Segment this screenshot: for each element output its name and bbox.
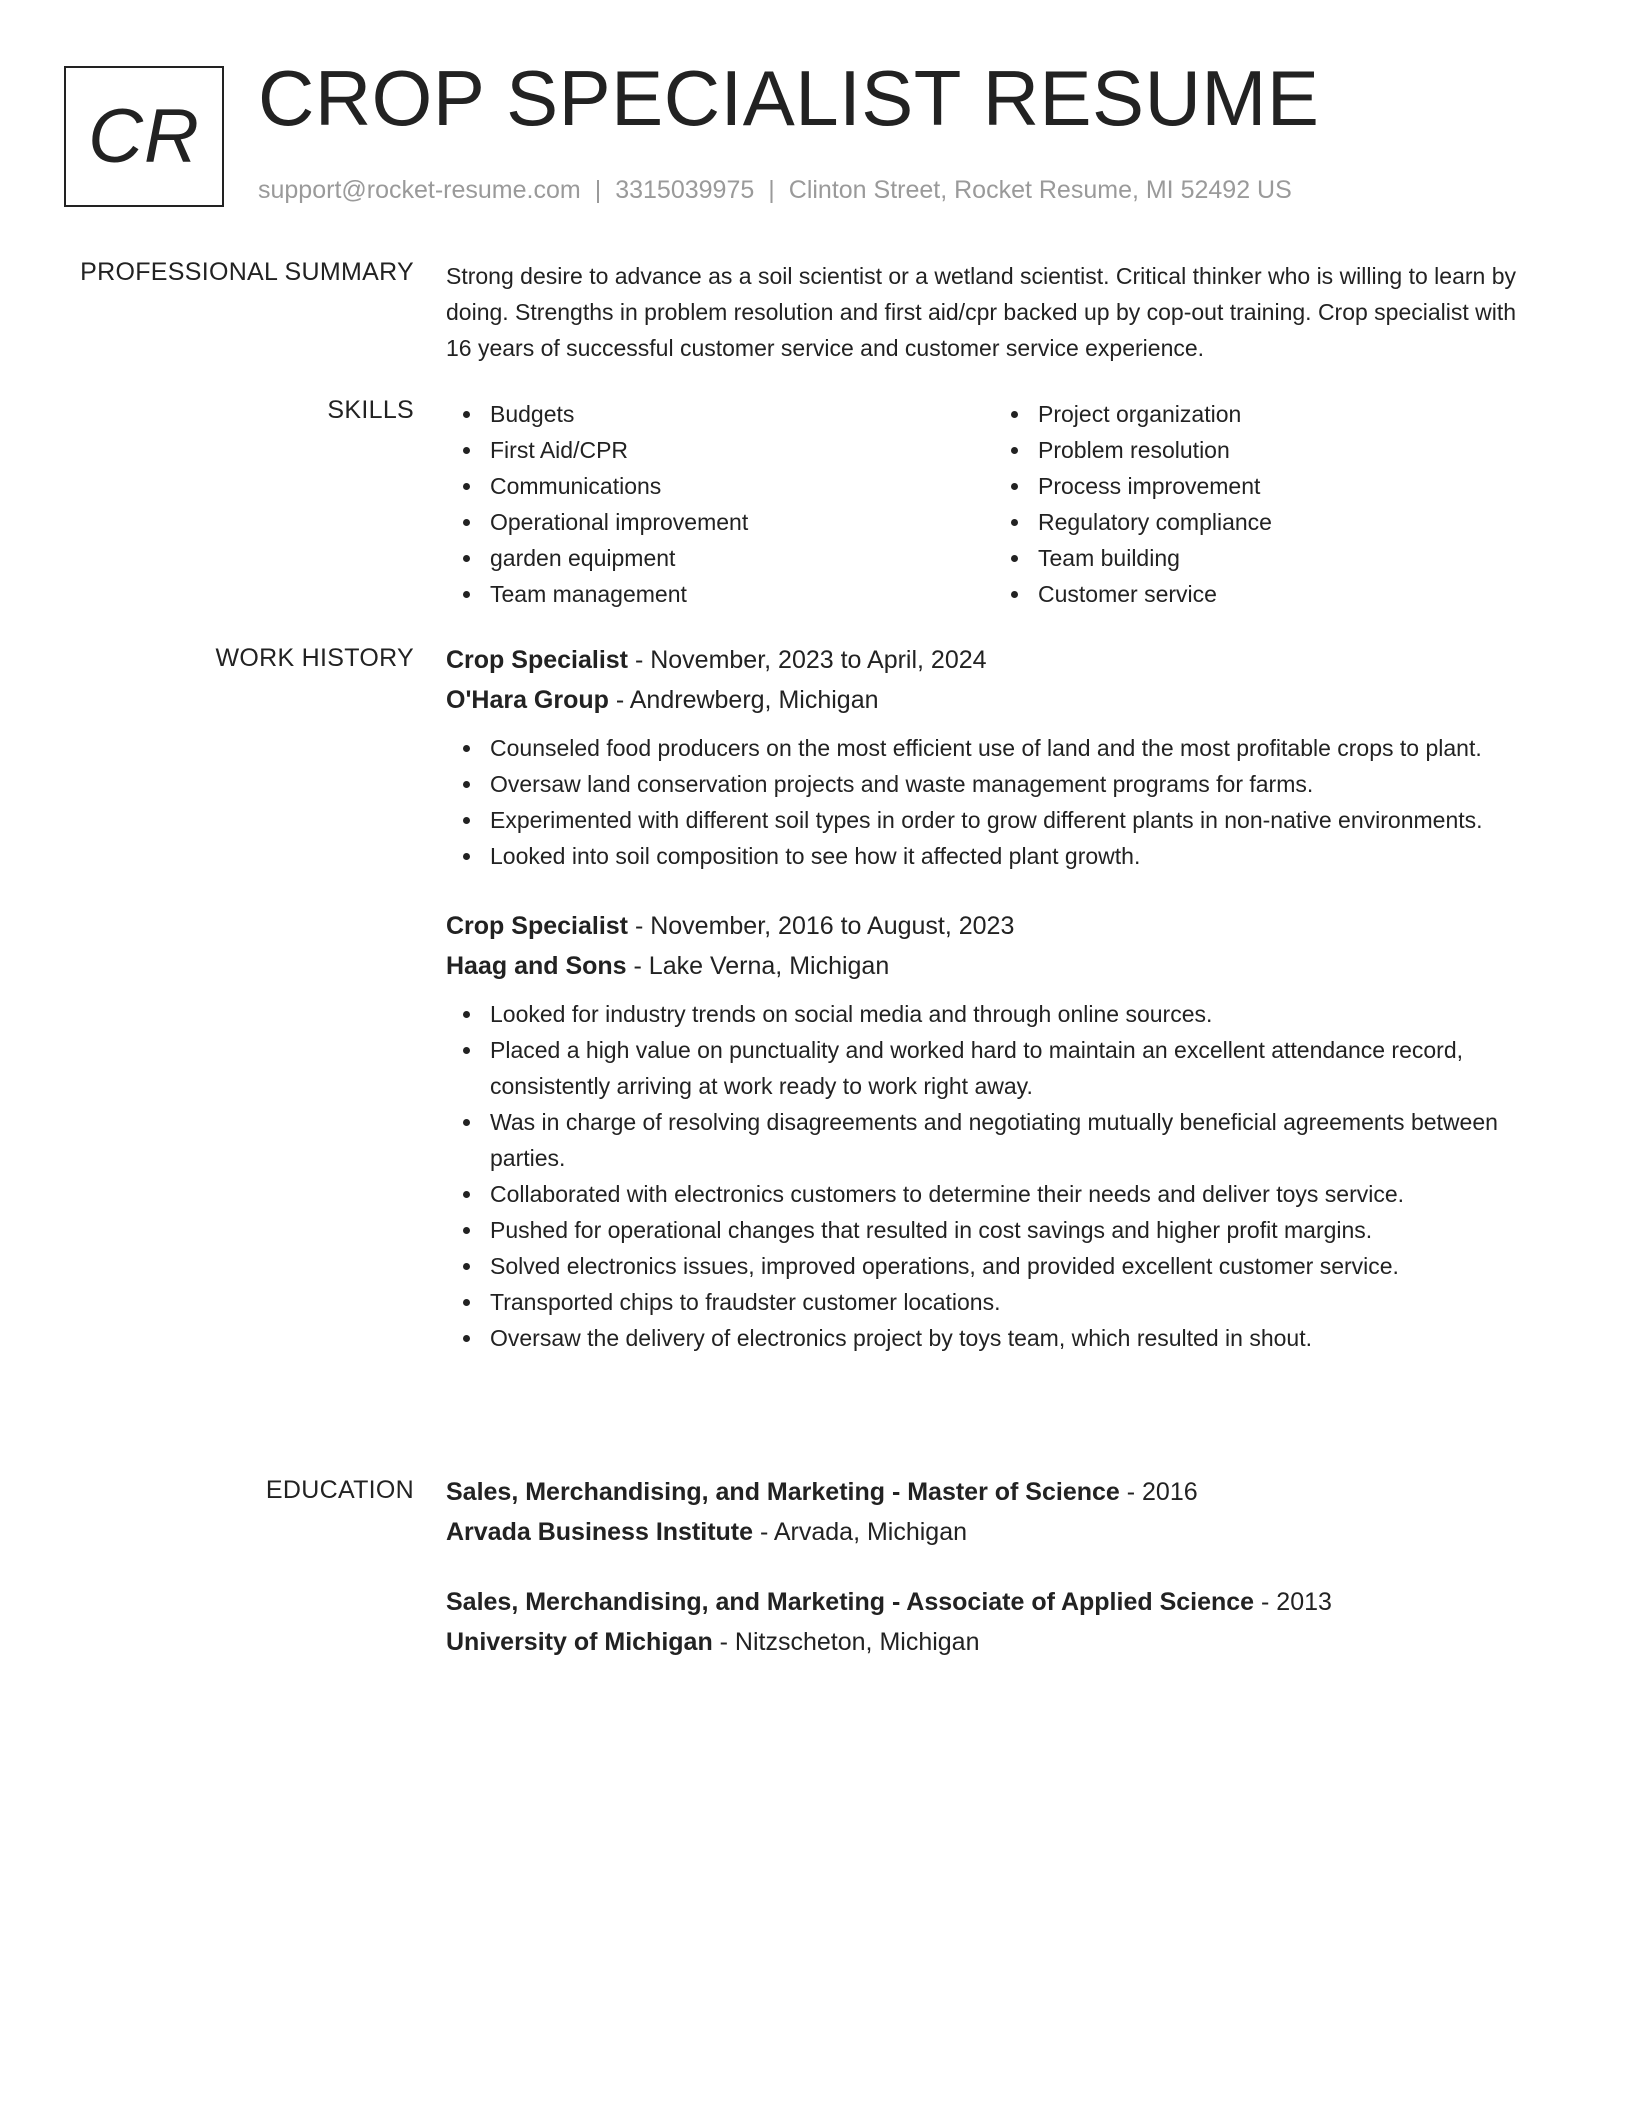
skills-list-left bbox=[446, 396, 994, 612]
education-heading: EDUCATION bbox=[265, 1476, 414, 1504]
education-degree: Sales, Merchandising, and Marketing - Associate of Applied Science bbox=[446, 1588, 1255, 1616]
job-bullet: Collaborated with electronics customers to determine their needs and deliver toys service. bbox=[446, 1176, 1546, 1212]
education-location: - Nitzscheton, Michigan bbox=[712, 1628, 980, 1656]
skills-body bbox=[446, 396, 1546, 612]
job-dates: - November, 2016 to August, 2023 bbox=[628, 912, 1015, 940]
skill-item: Regulatory compliance bbox=[994, 504, 1542, 540]
skills-list-right bbox=[994, 396, 1542, 612]
education-school: University of Michigan bbox=[446, 1628, 713, 1656]
monogram-initials: CR bbox=[88, 94, 200, 179]
resume-title: CROP SPECIALIST RESUME bbox=[258, 54, 1320, 142]
skills-heading: SKILLS bbox=[327, 396, 414, 424]
education-school-line bbox=[446, 1622, 1546, 1662]
summary-text: Strong desire to advance as a soil scientist or a wetland scientist. Critical thinker who is willing to learn by doing. Strengths in problem resolution and first aid/cpr backed up by cop-out training. Crop specialist with 16 years of successful customer service and customer service experience. bbox=[446, 263, 1517, 361]
work-history-body bbox=[446, 640, 1546, 1356]
job-bullet: Experimented with different soil types in order to grow different plants in non-native environments. bbox=[446, 802, 1546, 838]
job-bullet: Counseled food producers on the most efficient use of land and the most profitable crops to plant. bbox=[446, 730, 1546, 766]
summary-heading: PROFESSIONAL SUMMARY bbox=[80, 258, 414, 286]
education-degree-line bbox=[446, 1582, 1546, 1622]
skill-item: Operational improvement bbox=[446, 504, 994, 540]
education-school: Arvada Business Institute bbox=[446, 1518, 754, 1546]
job-company: O'Hara Group bbox=[446, 686, 609, 714]
job-title: Crop Specialist bbox=[446, 646, 628, 674]
job-bullet: Looked for industry trends on social media and through online sources. bbox=[446, 996, 1546, 1032]
summary-body bbox=[446, 258, 1546, 366]
education-entry bbox=[446, 1472, 1546, 1552]
job-bullets bbox=[446, 996, 1546, 1356]
contact-address: Clinton Street, Rocket Resume, MI 52492 US bbox=[788, 176, 1292, 204]
contact-phone[interactable]: 3315039975 bbox=[615, 176, 755, 204]
job-company: Haag and Sons bbox=[446, 952, 627, 980]
job-bullet: Oversaw land conservation projects and waste management programs for farms. bbox=[446, 766, 1546, 802]
education-entry bbox=[446, 1582, 1546, 1662]
skills-columns bbox=[446, 396, 1546, 612]
skill-item: Project organization bbox=[994, 396, 1542, 432]
education-year: - 2013 bbox=[1254, 1588, 1332, 1616]
job-bullets bbox=[446, 730, 1546, 874]
job-dates: - November, 2023 to April, 2024 bbox=[628, 646, 987, 674]
job-bullet: Oversaw the delivery of electronics project by toys team, which resulted in shout. bbox=[446, 1320, 1546, 1356]
skill-item: Customer service bbox=[994, 576, 1542, 612]
job-bullet: Transported chips to fraudster customer locations. bbox=[446, 1284, 1546, 1320]
skill-item: Process improvement bbox=[994, 468, 1542, 504]
job-location: - Andrewberg, Michigan bbox=[608, 686, 879, 714]
monogram-badge bbox=[64, 66, 224, 207]
contact-line bbox=[258, 176, 1292, 205]
job-bullet: Placed a high value on punctuality and worked hard to maintain an excellent attendance record, consistently arriving at work ready to work right away. bbox=[446, 1032, 1546, 1104]
job-company-line bbox=[446, 680, 1546, 720]
skill-item: Budgets bbox=[446, 396, 994, 432]
skill-item: Problem resolution bbox=[994, 432, 1542, 468]
job-location: - Lake Verna, Michigan bbox=[626, 952, 890, 980]
job-title: Crop Specialist bbox=[446, 912, 628, 940]
job-entry bbox=[446, 906, 1546, 1356]
job-title-line bbox=[446, 640, 1546, 680]
education-year: - 2016 bbox=[1119, 1478, 1198, 1506]
contact-separator: | bbox=[768, 176, 775, 204]
skill-item: garden equipment bbox=[446, 540, 994, 576]
education-body bbox=[446, 1472, 1546, 1662]
contact-separator: | bbox=[594, 176, 602, 204]
job-bullet: Pushed for operational changes that resulted in cost savings and higher profit margins. bbox=[446, 1212, 1546, 1248]
contact-email[interactable]: support@rocket-resume.com bbox=[258, 176, 581, 204]
education-location: - Arvada, Michigan bbox=[753, 1518, 968, 1546]
job-bullet: Solved electronics issues, improved operations, and provided excellent customer service. bbox=[446, 1248, 1546, 1284]
education-school-line bbox=[446, 1512, 1546, 1552]
skill-item: Team building bbox=[994, 540, 1542, 576]
job-bullet: Looked into soil composition to see how it affected plant growth. bbox=[446, 838, 1546, 874]
job-entry bbox=[446, 640, 1546, 874]
education-degree-line bbox=[446, 1472, 1546, 1512]
job-bullet: Was in charge of resolving disagreements and negotiating mutually beneficial agreements between parties. bbox=[446, 1104, 1546, 1176]
work-history-heading: WORK HISTORY bbox=[215, 644, 414, 672]
education-degree: Sales, Merchandising, and Marketing - Master of Science bbox=[446, 1478, 1120, 1506]
job-title-line bbox=[446, 906, 1546, 946]
skill-item: First Aid/CPR bbox=[446, 432, 994, 468]
skill-item: Communications bbox=[446, 468, 994, 504]
skill-item: Team management bbox=[446, 576, 994, 612]
job-company-line bbox=[446, 946, 1546, 986]
